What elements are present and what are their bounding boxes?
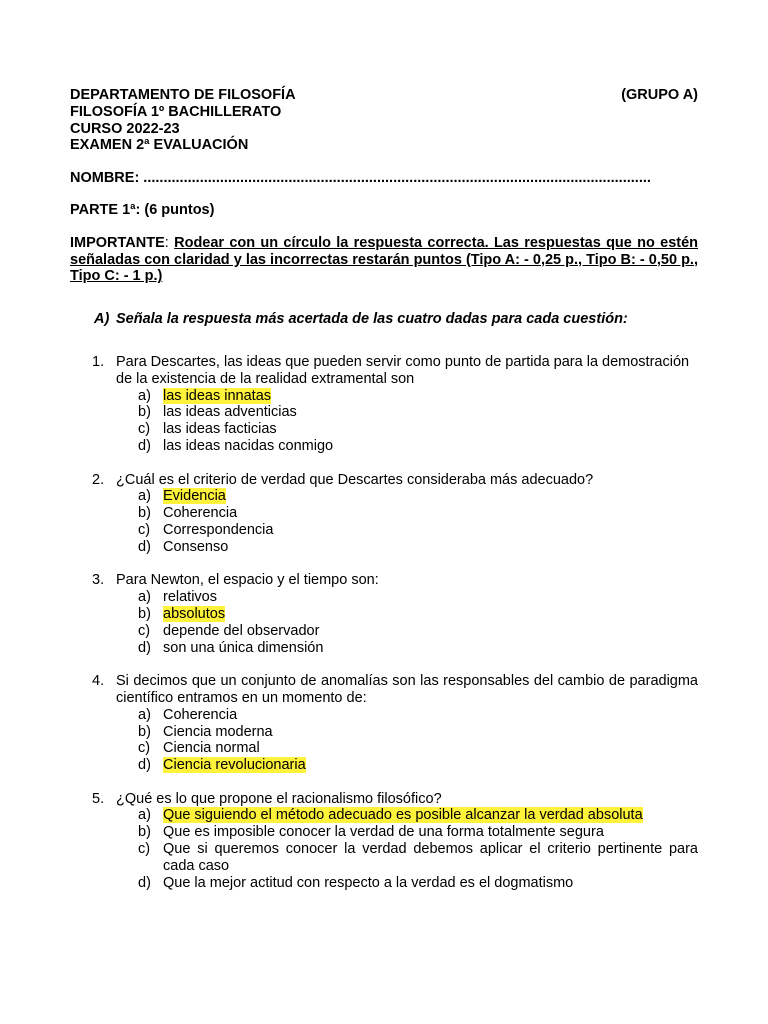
question-4	[70, 673, 698, 774]
option-text: las ideas nacidas conmigo	[163, 437, 334, 454]
option-text: Coherencia	[163, 706, 238, 723]
question-text: Si decimos que un conjunto de anomalías son las responsables del cambio de paradigma científico entramos en un momento de:	[116, 673, 698, 706]
option-b[interactable]: b) absolutos	[138, 605, 226, 622]
section-title	[94, 311, 698, 328]
course-year: CURSO 2022-23	[70, 120, 180, 137]
exam-header	[70, 87, 698, 219]
option-b[interactable]: b) Coherencia	[138, 505, 698, 522]
option-text: las ideas adventicias	[163, 404, 297, 421]
option-text: Ciencia revolucionaria	[163, 757, 306, 774]
question-number: 1.	[92, 353, 105, 370]
question-list	[70, 354, 698, 892]
option-c[interactable]: c) las ideas facticias	[138, 421, 698, 438]
question-text: ¿Cuál es el criterio de verdad que Descartes consideraba más adecuado?	[116, 471, 594, 488]
option-text: Que la mejor actitud con respecto a la verdad es el dogmatismo	[163, 874, 574, 891]
question-text: Para Newton, el espacio y el tiempo son:	[116, 572, 379, 589]
question-number: 3.	[92, 572, 105, 589]
option-text: Correspondencia	[163, 521, 274, 538]
option-text: las ideas facticias	[163, 421, 277, 438]
option-text: Evidencia	[163, 488, 226, 505]
option-d[interactable]: d) Consenso	[138, 539, 698, 556]
option-text: Que es imposible conocer la verdad de una forma totalmente segura	[163, 824, 604, 841]
option-d[interactable]: d) Que la mejor actitud con respecto a la verdad es el dogmatismo	[138, 875, 698, 892]
question-number: 2.	[92, 471, 105, 488]
option-text: relativos	[163, 589, 217, 606]
option-d[interactable]: d) las ideas nacidas conmigo	[138, 438, 698, 455]
question-2	[70, 472, 698, 556]
section-text: Señala la respuesta más acertada de las cuatro dadas para cada cuestión:	[116, 311, 628, 328]
option-text: Que siguiendo el método adecuado es posible alcanzar la verdad absoluta	[163, 807, 643, 824]
option-a[interactable]: a) Coherencia	[138, 707, 698, 724]
important-note	[70, 235, 698, 285]
option-text: depende del observador	[163, 622, 320, 639]
option-text: Ciencia normal	[163, 740, 260, 757]
part-title: PARTE 1ª: (6 puntos)	[70, 201, 215, 218]
question-3	[70, 572, 698, 656]
option-text: absolutos	[163, 605, 226, 622]
option-text: son una única dimensión	[163, 639, 324, 656]
option-d[interactable]: d) son una única dimensión	[138, 640, 698, 657]
option-text: las ideas innatas	[163, 387, 272, 404]
exam-page	[70, 87, 698, 908]
exam-title: EXAMEN 2ª EVALUACIÓN	[70, 137, 249, 154]
option-c[interactable]: c) Ciencia normal	[138, 740, 698, 757]
option-text: Consenso	[163, 538, 229, 555]
option-b[interactable]: b) las ideas adventicias	[138, 404, 698, 421]
question-number: 5.	[92, 790, 105, 807]
question-text: Para Descartes, las ideas que pueden servir como punto de partida para la demostración de la existencia de la realidad extramental son	[116, 353, 690, 387]
question-1	[70, 354, 698, 455]
option-text: Que si queremos conocer la verdad debemos aplicar el criterio pertinente para cada caso	[163, 841, 698, 874]
option-a[interactable]: a) Que siguiendo el método adecuado es posible alcanzar la verdad absoluta	[138, 807, 643, 824]
option-a[interactable]: a) relativos	[138, 589, 698, 606]
option-text: Ciencia moderna	[163, 723, 273, 740]
option-b[interactable]: b) Ciencia moderna	[138, 724, 698, 741]
name-field: NOMBRE: ..............................................................................................................................	[70, 170, 651, 187]
option-c[interactable]: c) Correspondencia	[138, 522, 698, 539]
option-c[interactable]: c) Que si queremos conocer la verdad debemos aplicar el criterio pertinente para cada caso	[138, 841, 698, 874]
subject-name: FILOSOFÍA 1º BACHILLERATO	[70, 103, 282, 120]
group-label: (GRUPO A)	[621, 87, 698, 103]
option-b[interactable]: b) Que es imposible conocer la verdad de una forma totalmente segura	[138, 824, 698, 841]
department-name: DEPARTAMENTO DE FILOSOFÍA	[70, 87, 296, 103]
option-text: Coherencia	[163, 505, 238, 522]
important-text: Rodear con un círculo la respuesta correcta. Las respuestas que no estén señaladas con claridad y las incorrectas restarán puntos (Tipo A: - 0,25 p., Tipo B: - 0,50 p., Tipo C: - 1 p.)	[70, 234, 699, 285]
option-c[interactable]: c) depende del observador	[138, 623, 698, 640]
option-a[interactable]: a) Evidencia	[138, 488, 226, 505]
section-label: A)	[94, 311, 110, 328]
question-number: 4.	[92, 673, 105, 690]
important-colon: :	[164, 234, 169, 251]
important-label: IMPORTANTE	[70, 234, 165, 251]
option-a[interactable]: a) las ideas innatas	[138, 387, 272, 404]
question-text: ¿Qué es lo que propone el racionalismo filosófico?	[116, 790, 442, 807]
option-d[interactable]: d) Ciencia revolucionaria	[138, 757, 306, 774]
question-5	[70, 791, 698, 892]
